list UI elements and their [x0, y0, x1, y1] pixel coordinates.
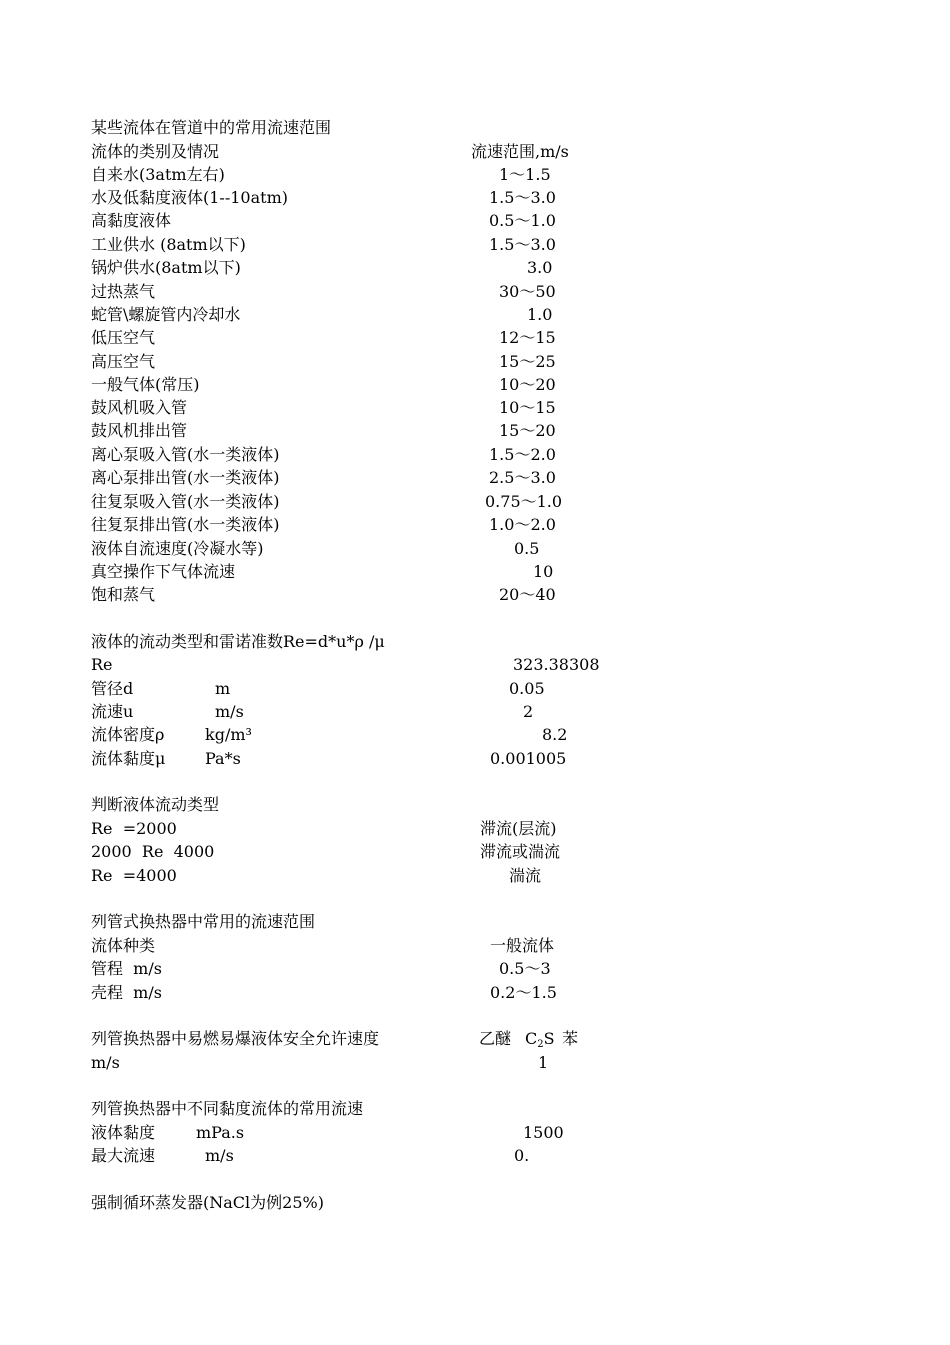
row-label: 水及低黏度液体(1--10atm) [91, 188, 288, 207]
row-value: 1500 [523, 1123, 564, 1142]
table-row [0, 443, 950, 466]
table-row [0, 163, 950, 186]
table-row [0, 1121, 950, 1144]
table-row [0, 303, 950, 326]
row-value: 0.05 [509, 679, 545, 698]
row-label: Re =4000 [91, 866, 177, 885]
row-label: 流体种类 [91, 936, 156, 955]
table-row [0, 981, 950, 1004]
fluid-benzene: 苯 [562, 1029, 579, 1048]
table-row [0, 419, 950, 442]
row-label: Re [91, 655, 113, 674]
section2-title: 液体的流动类型和雷诺准数Re=d*u*ρ /μ [91, 632, 385, 651]
table-row [0, 840, 950, 863]
section-title [0, 630, 950, 653]
row-label: 流体黏度μ [91, 749, 166, 768]
row-value: 0. [514, 1146, 530, 1165]
table-row [0, 653, 950, 676]
row-label: 管程 m/s [91, 959, 162, 978]
row-value: 1～1.5 [499, 165, 551, 184]
table-row [0, 560, 950, 583]
fluid-cs2-tail: S [543, 1029, 555, 1048]
row-unit: Pa*s [205, 749, 241, 768]
row-value: 2 [523, 702, 534, 721]
table-row [0, 817, 950, 840]
row-value: 10～20 [499, 375, 556, 394]
row-label: m/s [91, 1053, 120, 1072]
row-unit: m/s [215, 702, 244, 721]
row-unit: m [215, 679, 231, 698]
table-row [0, 747, 950, 770]
section-title [0, 1097, 950, 1120]
table-row [0, 209, 950, 232]
row-label: 管径d [91, 679, 134, 698]
table-row [0, 677, 950, 700]
row-label: 过热蒸气 [91, 282, 156, 301]
row-value: 0.5～3 [499, 959, 551, 978]
row-value: 0.75～1.0 [485, 492, 563, 511]
row-label: Re =2000 [91, 819, 177, 838]
row-value: 0.001005 [490, 749, 567, 768]
table-row [0, 373, 950, 396]
table-row [0, 957, 950, 980]
row-value: 8.2 [542, 725, 568, 744]
row-label: 锅炉供水(8atm以下) [91, 258, 241, 277]
section-title [0, 116, 950, 139]
table-row [0, 583, 950, 606]
row-label: 液体自流速度(冷凝水等) [91, 539, 264, 558]
row-label: 高压空气 [91, 352, 156, 371]
table-row [0, 350, 950, 373]
row-value: 10～15 [499, 398, 556, 417]
row-value: 12～15 [499, 328, 556, 347]
row-label: 自来水(3atm左右) [91, 165, 225, 184]
row-label: 离心泵吸入管(水一类液体) [91, 445, 280, 464]
row-label: 最大流速 [91, 1146, 156, 1165]
table-row [0, 934, 950, 957]
row-label: 蛇管\螺旋管内冷却水 [91, 305, 241, 324]
section6-title: 列管换热器中不同黏度流体的常用流速 [91, 1099, 364, 1118]
row-label: 往复泵排出管(水一类液体) [91, 515, 280, 534]
row-label: 饱和蒸气 [91, 585, 156, 604]
row-value: 1.5～3.0 [489, 188, 556, 207]
header-label: 流体的类别及情况 [91, 142, 220, 161]
row-value: 1.0～2.0 [489, 515, 556, 534]
row-value: 湍流 [509, 866, 542, 885]
row-label: 真空操作下气体流速 [91, 562, 236, 581]
table-row [0, 537, 950, 560]
row-label: 工业供水 (8atm以下) [91, 235, 246, 254]
section-title [0, 1027, 950, 1050]
fluid-cs2-sub: 2 [537, 1039, 544, 1050]
section1-title: 某些流体在管道中的常用流速范围 [91, 118, 332, 137]
row-label: 流速u [91, 702, 134, 721]
row-value: 0.5～1.0 [489, 211, 556, 230]
row-value: 一般流体 [490, 936, 555, 955]
row-label: 流体密度ρ [91, 725, 165, 744]
fluid-ether: 乙醚 [479, 1029, 512, 1048]
table-row [0, 280, 950, 303]
table-row [0, 186, 950, 209]
header-value: 流速范围,m/s [471, 142, 569, 161]
table-row [0, 326, 950, 349]
table-row [0, 700, 950, 723]
row-label: 往复泵吸入管(水一类液体) [91, 492, 280, 511]
section-title [0, 793, 950, 816]
table-row [0, 864, 950, 887]
row-label: 2000 Re 4000 [91, 842, 215, 861]
row-value: 10 [533, 562, 554, 581]
fluid-cs2 [525, 1027, 555, 1050]
table-header [0, 140, 950, 163]
row-label: 低压空气 [91, 328, 156, 347]
row-value: 滞流(层流) [480, 819, 557, 838]
table-row [0, 1051, 950, 1074]
table-row [0, 233, 950, 256]
row-value: 30～50 [499, 282, 556, 301]
section3-title: 判断液体流动类型 [91, 795, 220, 814]
row-label: 鼓风机排出管 [91, 421, 188, 440]
row-label: 高黏度液体 [91, 211, 172, 230]
section-title [0, 910, 950, 933]
section4-title: 列管式换热器中常用的流速范围 [91, 912, 316, 931]
section7-title: 强制循环蒸发器(NaCl为例25%) [91, 1193, 324, 1212]
row-value: 20～40 [499, 585, 556, 604]
row-value: 3.0 [527, 258, 553, 277]
row-label: 液体黏度 [91, 1123, 156, 1142]
table-row [0, 256, 950, 279]
row-value: 滞流或湍流 [480, 842, 561, 861]
row-unit: kg/m³ [205, 725, 252, 744]
row-value: 2.5～3.0 [489, 468, 556, 487]
row-value: 1 [538, 1053, 549, 1072]
table-row [0, 1144, 950, 1167]
table-row [0, 466, 950, 489]
section-title [0, 1191, 950, 1214]
fluid-cs2-main: C [525, 1029, 538, 1048]
row-unit: mPa.s [196, 1123, 245, 1142]
table-row [0, 513, 950, 536]
row-label: 壳程 m/s [91, 983, 162, 1002]
row-value: 15～20 [499, 421, 556, 440]
row-value: 1.5～3.0 [489, 235, 556, 254]
row-value: 0.5 [514, 539, 540, 558]
section5-title: 列管换热器中易燃易爆液体安全允许速度 [91, 1029, 380, 1048]
row-value: 15～25 [499, 352, 556, 371]
row-value: 0.2～1.5 [490, 983, 557, 1002]
row-value: 1.0 [527, 305, 553, 324]
row-label: 鼓风机吸入管 [91, 398, 188, 417]
row-value: 1.5～2.0 [489, 445, 556, 464]
row-value: 323.38308 [513, 655, 600, 674]
row-label: 一般气体(常压) [91, 375, 200, 394]
table-row [0, 490, 950, 513]
row-label: 离心泵排出管(水一类液体) [91, 468, 280, 487]
row-unit: m/s [205, 1146, 234, 1165]
table-row [0, 723, 950, 746]
table-row [0, 396, 950, 419]
